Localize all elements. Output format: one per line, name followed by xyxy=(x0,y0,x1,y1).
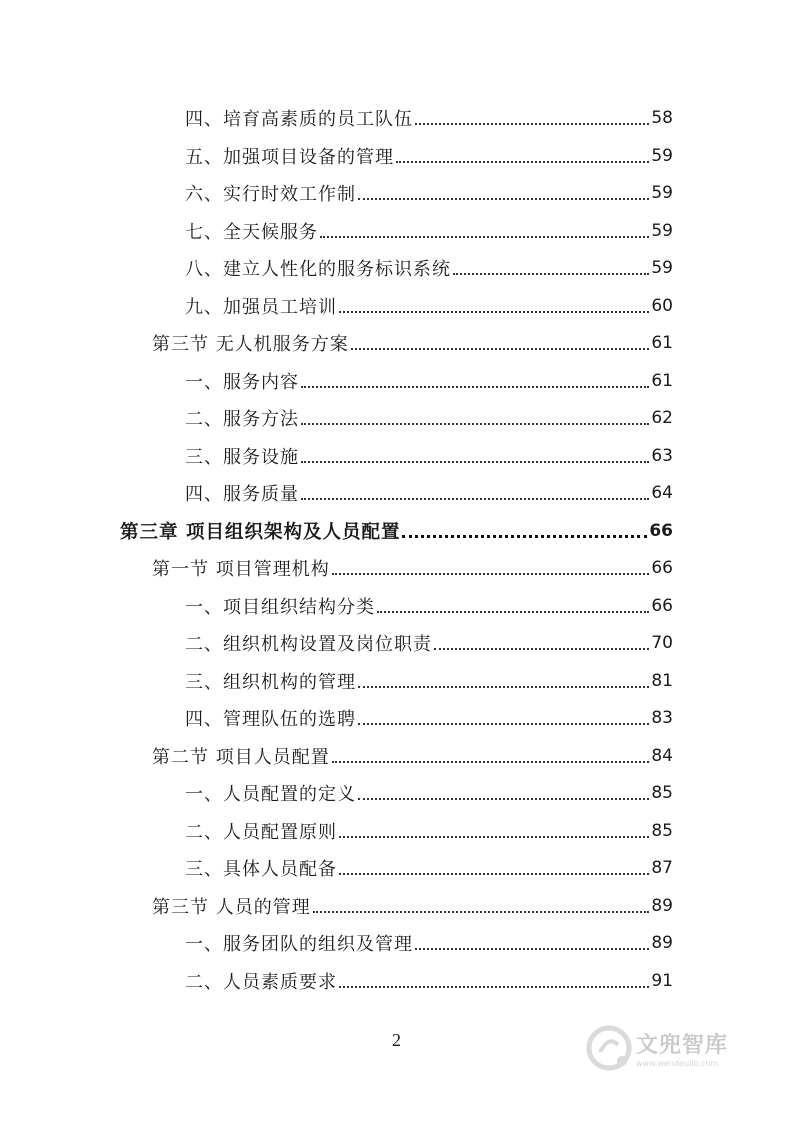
toc-entry-page: 66 xyxy=(649,520,673,541)
toc-entry-page: 85 xyxy=(651,820,673,841)
toc-entry[interactable] xyxy=(185,363,673,399)
toc-entry[interactable] xyxy=(120,513,673,549)
toc-entry[interactable] xyxy=(185,813,673,849)
toc-entry-title: 五、加强项目设备的管理 xyxy=(185,146,394,168)
toc-leader-dots xyxy=(351,348,650,350)
toc-entry-title: 二、人员配置原则 xyxy=(185,821,337,843)
toc-entry[interactable] xyxy=(185,213,673,249)
toc-entry-title: 第三节 无人机服务方案 xyxy=(152,334,349,355)
toc-entry-title: 三、具体人员配备 xyxy=(185,859,337,880)
toc-entry[interactable] xyxy=(152,738,673,774)
toc-leader-dots xyxy=(358,686,649,688)
toc-leader-dots xyxy=(332,761,650,763)
toc-entry-title: 第二节 项目人员配置 xyxy=(152,746,330,768)
toc-leader-dots xyxy=(339,873,649,875)
toc-entry[interactable] xyxy=(152,325,673,361)
toc-entry[interactable] xyxy=(185,288,673,324)
toc-leader-dots xyxy=(301,498,649,500)
toc-entry-page: 58 xyxy=(651,108,673,128)
toc-entry-page: 63 xyxy=(651,445,673,466)
toc-entry-page: 89 xyxy=(651,933,673,953)
toc-entry-page: 70 xyxy=(651,633,673,653)
watermark xyxy=(586,1018,766,1078)
toc-leader-dots xyxy=(415,948,649,950)
toc-entry[interactable] xyxy=(185,250,673,286)
toc-leader-dots xyxy=(453,273,649,275)
toc-entry-page: 59 xyxy=(651,258,673,278)
toc-entry-title: 七、全天候服务 xyxy=(185,221,318,243)
toc-entry-title: 一、项目组织结构分类 xyxy=(185,596,375,618)
toc-entry-title: 二、服务方法 xyxy=(185,409,299,430)
toc-entry[interactable] xyxy=(185,625,673,661)
toc-entry-page: 60 xyxy=(651,295,673,316)
toc-leader-dots xyxy=(320,236,649,238)
toc-entry[interactable] xyxy=(185,850,673,886)
toc-entry-title: 六、实行时效工作制 xyxy=(185,184,356,205)
toc-leader-dots xyxy=(358,723,649,725)
toc-entry[interactable] xyxy=(185,925,673,961)
toc-leader-dots xyxy=(339,836,649,838)
toc-entry-title: 八、建立人性化的服务标识系统 xyxy=(185,259,451,280)
toc-entry-page: 66 xyxy=(651,595,673,616)
toc-leader-dots xyxy=(358,798,649,800)
toc-entry-title: 一、人员配置的定义 xyxy=(185,784,356,805)
toc-entry-title: 一、服务团队的组织及管理 xyxy=(185,934,413,955)
toc-entry-title: 第三章 项目组织架构及人员配置 xyxy=(120,521,401,543)
watermark-url: www.wendoulib.com xyxy=(636,1059,719,1068)
toc-leader-dots xyxy=(301,386,649,388)
toc-entry[interactable] xyxy=(185,100,673,136)
toc-leader-dots xyxy=(301,461,649,463)
toc-leader-dots xyxy=(434,648,649,650)
toc-entry-title: 第一节 项目管理机构 xyxy=(152,559,330,580)
toc-entry-title: 三、服务设施 xyxy=(185,446,299,468)
toc-entry[interactable] xyxy=(185,175,673,211)
toc-leader-dots xyxy=(402,535,647,538)
toc-entry-title: 四、管理队伍的选聘 xyxy=(185,709,356,730)
toc-entry-title: 三、组织机构的管理 xyxy=(185,671,356,693)
toc-entry[interactable] xyxy=(185,475,673,511)
toc-entry[interactable] xyxy=(185,588,673,624)
toc-entry-page: 84 xyxy=(651,745,673,766)
toc-entry[interactable] xyxy=(152,888,673,924)
toc-leader-dots xyxy=(415,123,649,125)
toc-entry-page: 64 xyxy=(651,483,673,503)
toc-entry-page: 66 xyxy=(651,558,673,578)
toc-leader-dots xyxy=(358,198,649,200)
toc-entry[interactable] xyxy=(185,663,673,699)
toc-entry[interactable] xyxy=(185,138,673,174)
toc-entry-title: 第三节 人员的管理 xyxy=(152,896,311,918)
toc-entry[interactable] xyxy=(152,550,673,586)
toc-entry-page: 61 xyxy=(651,370,673,391)
toc-leader-dots xyxy=(396,161,649,163)
toc-entry-title: 四、服务质量 xyxy=(185,484,299,505)
toc-leader-dots xyxy=(313,911,650,913)
toc-entry[interactable] xyxy=(185,963,673,999)
toc-leader-dots xyxy=(301,423,649,425)
toc-entry-page: 85 xyxy=(651,783,673,803)
toc-entry[interactable] xyxy=(185,700,673,736)
toc-entry-page: 91 xyxy=(651,970,673,991)
toc-entry-title: 四、培育高素质的员工队伍 xyxy=(185,109,413,130)
toc-entry[interactable] xyxy=(185,438,673,474)
toc-entry-title: 九、加强员工培训 xyxy=(185,296,337,318)
toc-entry-page: 87 xyxy=(651,858,673,878)
toc-entry-title: 二、组织机构设置及岗位职责 xyxy=(185,634,432,655)
toc-entry[interactable] xyxy=(185,400,673,436)
toc-entry-page: 62 xyxy=(651,408,673,428)
toc-entry-page: 81 xyxy=(651,670,673,691)
toc-entry-title: 二、人员素质要求 xyxy=(185,971,337,993)
toc-entry-page: 59 xyxy=(651,220,673,241)
toc-entry-page: 83 xyxy=(651,708,673,728)
toc-entry-page: 59 xyxy=(651,183,673,203)
toc-entry[interactable] xyxy=(185,775,673,811)
toc-leader-dots xyxy=(332,573,650,575)
toc-entry-title: 一、服务内容 xyxy=(185,371,299,393)
page-number: 2 xyxy=(392,1030,401,1050)
toc-leader-dots xyxy=(339,986,649,988)
toc-entry-page: 89 xyxy=(651,895,673,916)
toc-leader-dots xyxy=(377,611,649,613)
watermark-logo-icon xyxy=(586,1025,632,1071)
toc-leader-dots xyxy=(339,311,649,313)
toc-entry-page: 61 xyxy=(651,333,673,353)
watermark-title: 文兜智库 xyxy=(636,1033,729,1058)
toc-entry-page: 59 xyxy=(651,145,673,166)
